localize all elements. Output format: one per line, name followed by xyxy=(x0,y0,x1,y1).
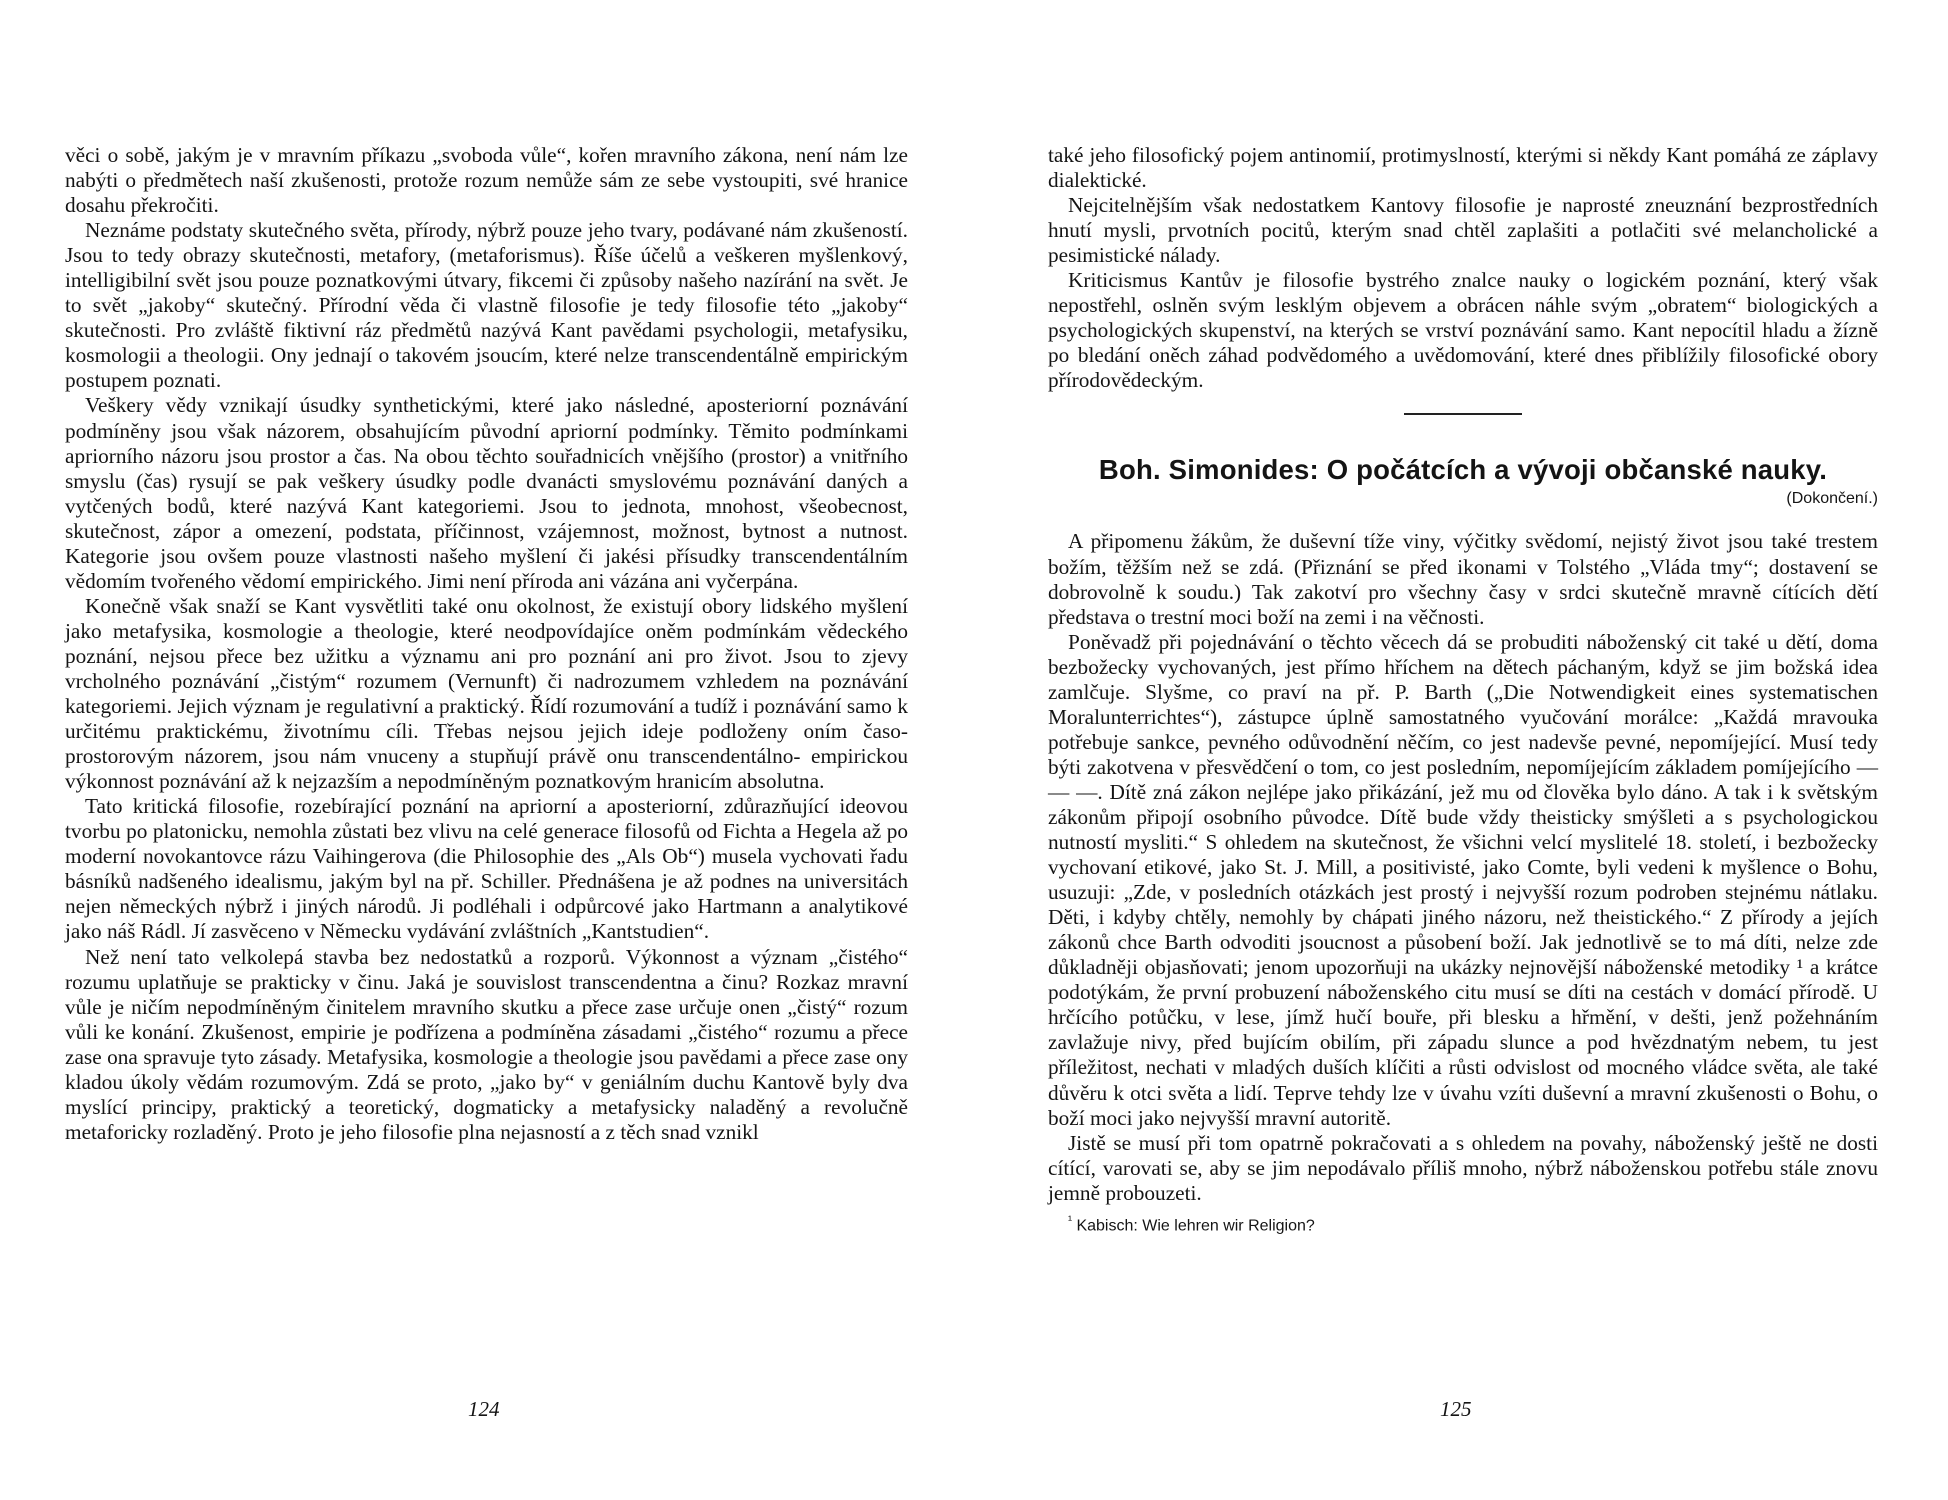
footnote-text: Kabisch: Wie lehren wir Religion? xyxy=(1076,1217,1315,1235)
right-page xyxy=(1048,143,1878,1238)
section-divider xyxy=(1404,413,1522,415)
paragraph: věci o sobě, jakým je v mravním příkazu „svoboda vůle“, kořen mravního zákona, není nám lze nabýti o předmětech naší zkušenosti, protože rozum nemůže sám ze sebe vystoupiti, své hranice dosahu překročiti. xyxy=(65,143,908,218)
page-number: 124 xyxy=(468,1397,500,1421)
article-title: Boh. Simonides: O počátcích a vývoji občanské nauky. xyxy=(1098,454,1828,486)
continuation-note: (Dokončení.) xyxy=(1786,490,1878,508)
paragraph: Jistě se musí při tom opatrně pokračovati a s ohledem na povahy, náboženský ještě ne dosti cítící, varovati se, aby se jim nepodávalo příliš mnoho, nýbrž náboženskou potřebu stále znovu jemně probouzeti. xyxy=(1048,1130,1878,1205)
paragraph: Poněvadž při pojednávání o těchto věcech dá se probuditi náboženský cit také u dětí, doma bezbožecky vychovaných, jest přímo hříchem na dětech páchaným, když se jim božská idea zamlčuje. Slyšme, co praví na př. P. Barth („Die Notwendigkeit eines systematischen Moralunterrichtes“), zástupce úplně samostatného vyučování morálce: „Každá mravouka potřebuje sankce, pevného odůvodnění něčím, co jest nadevše pevné, nepomíjející. Musí tedy býti zakotvena v přesvědčení o tom, co jest posledním, nepomíjejícím základem pomíjejícího — — —. Dítě zná zákon nejlépe jako přikázání, jež mu od člověka bylo dáno. A tak i k světským zákonům připojí osobního původce. Dítě bude vždy theisticky smýšleti a s psychologickou nutností mysliti.“ S ohledem na skutečnost, že všichni velcí myslitelé 18. století, i bezbožecky vychovaní etikové, jako St. J. Mill, a positivisté, jako Comte, byli vedeni k myšlence o Bohu, usuzuji: „Zde, v posledních otázkách jest prostý i nejvyšší rozum podroben stejnému nátlaku. Děti, i kdyby chtěly, nemohly by chápati jiného názoru, než theistického.“ Z přírody a jejích zákonů chce Barth odvoditi jsoucnost a působení boží. Jak jednotlivě se to má díti, nelze zde důkladněji objasňovati; jenom upozorňuji na ukázky nejnovější náboženské metodiky ¹ a krátce podotýkám, že první probuzení náboženského citu musí se díti na cestách v domácí přírodě. U hrčícího potůčku, v lese, jímž hučí bouře, při blesku a hřmění, v dešti, jenž požehnáním zavlažuje nivy, před bujícím obilím, při západu slunce a pod hvězdnatým nebem, tu jest příležitost, nechati v mladých duších klíčiti a růsti odvislost od mocného vládce světa, ale také důvěru k otci světa a lidí. Teprve tehdy lze v úvahu vzíti duševní a mravní zkušenosti o Bohu, o boží moci jako nejvyšší mravní autoritě. xyxy=(1048,629,1878,1130)
paragraph: Konečně však snaží se Kant vysvětliti také onu okolnost, že existují obory lidského myšlení jako metafysika, kosmologie a theologie, které neodpovídajíce oněm podmínkám vědeckého poznání, nejsou přece bez užitku a významu ani pro poznání ani pro život. Jsou to zjevy vrcholného poznávání „čistým“ rozumem (Vernunft) či nadrozumem vzhledem na poznávání kategoriemi. Jejich význam je regulativní a praktický. Řídí rozumování a tudíž i poznávání samo k určitému praktickému, životnímu cíli. Třebas nejsou jejich ideje podloženy oním časo-prostorovým názorem, jsou nám vnuceny a stupňují právě onu transcendentálno- empirickou výkonnost poznávání až k nejzazším a nepodmíněným poznatkovým hranicím absolutna. xyxy=(65,593,908,794)
footnote xyxy=(1068,1208,1878,1238)
paragraph: Nejcitelnějším však nedostatkem Kantovy filosofie je naprosté zneuznání bezprostředních hnutí mysli, prvotních pocitů, kterým snad chtěl zaplašiti a potlačiti své melancholické a pesimistické nálady. xyxy=(1048,193,1878,268)
paragraph: také jeho filosofický pojem antinomií, protimyslností, kterými si někdy Kant pomáhá ze záplavy dialektické. xyxy=(1048,143,1878,193)
paragraph: Neznáme podstaty skutečného světa, přírody, nýbrž pouze jeho tvary, podávané nám zkušeností. Jsou to tedy obrazy skutečnosti, metafory, (metaforismus). Říše účelů a veškeren myšlenkový, intelligibilní svět jsou pouze poznatkovými útvary, fikcemi či způsoby našeho nazírání na svět. Je to svět „jakoby“ skutečný. Přírodní věda či vlastně filosofie je tedy filosofie této „jakoby“ skutečnosti. Pro zvláště fiktivní ráz předmětů nazývá Kant pavědami psychologii, metafysiku, kosmologii a theologii. Ony jednají o takovém jsoucím, které nelze transcendentálně empirickým postupem poznati. xyxy=(65,218,908,393)
footnote-marker: ¹ xyxy=(1068,1212,1072,1227)
paragraph: Veškery vědy vznikají úsudky synthetickými, které jako následné, aposteriorní poznávání podmíněny jsou však názorem, obsahujícím původní apriorní podmínky. Těmito podmínkami apriorního názoru jsou prostor a čas. Na obou těchto souřadnicích vnějšího (prostor) a vnitřního smyslu (čas) rysují se pak veškery úsudky podle dvanácti smyslovému poznávání daných a vytčených bodů, které nazývá Kant kategoriemi. Jsou to jednota, mnohost, všeobecnost, skutečnost, zápor a omezení, podstata, příčinnost, vzájemnost, možnost, bytnost a nutnost. Kategorie jsou ovšem pouze vlastnosti našeho myšlení či jakési přísudky transcendentálním vědomím tvořeného vědomí empirického. Jimi není příroda ani vázána ani vyčerpána. xyxy=(65,393,908,593)
paragraph: Tato kritická filosofie, rozebírající poznání na apriorní a aposteriorní, zdůrazňující ideovou tvorbu po platonicku, nemohla zůstati bez vlivu na celé generace filosofů od Fichta a Hegela až po moderní novokantovce rázu Vaihingerova (die Philosophie des „Als Ob“) musela vychovati řadu básníků nadšeného idealismu, jakým byl na př. Schiller. Přednášena je až podnes na universitách nejen německých nýbrž i jiných národů. Ji podléhali i odpůrcové jako Hartmann a analytikové jako náš Rádl. Jí zasvěceno v Německu vydávání zvláštních „Kantstudien“. xyxy=(65,794,908,944)
page-number: 125 xyxy=(1440,1397,1472,1421)
paragraph: Než není tato velkolepá stavba bez nedostatků a rozporů. Výkonnost a význam „čistého“ rozumu uplatňuje se prakticky v činu. Jaká je souvislost transcendentna a činu? Rozkaz mravní vůle je ničím nepodmíněným činitelem mravního skutku a přece zase určuje onen „čistý“ rozum vůli ke konání. Zkušenost, empirie je podřízena a podmíněna zásadami „čistého“ rozumu a přece zase ona spravuje tyto zásady. Metafysika, kosmologie a theologie jsou pavědami a přece zase ony kladou úkoly vědám rozumovým. Zdá se proto, „jako by“ v geniálním duchu Kantově byly dva myslící principy, praktický a teoretický, dogmaticky a metafysicky naladěný a revolučně metaforicky rozladěný. Proto je jeho filosofie plna nejasností a z těch snad vznikl xyxy=(65,944,908,1144)
paragraph: A připomenu žákům, že duševní tíže viny, výčitky svědomí, nejistý život jsou také trestem božím, těžším než se zdá. (Přiznání se před ikonami v Tolstého „Vláda tmy“; dostavení se dobrovolně k soudu.) Tak zakotví pro všechny časy v srdci skutečně mravně cítících dětí představa o trestní moci boží na zemi i na věčnosti. xyxy=(1048,529,1878,629)
left-page xyxy=(65,143,908,1145)
paragraph: Kriticismus Kantův je filosofie bystrého znalce nauky o logickém poznání, který však nepostřehl, oslněn svým lesklým objevem a obrácen náhle svým „obratem“ biologických a psychologických skupenství, na kterých se vrství poznávání samo. Kant nepocítil hladu a žízně po bledání oněch záhad podvědomého a uvědomování, které dnes přiblížily filosofické obory přírodovědeckým. xyxy=(1048,268,1878,393)
